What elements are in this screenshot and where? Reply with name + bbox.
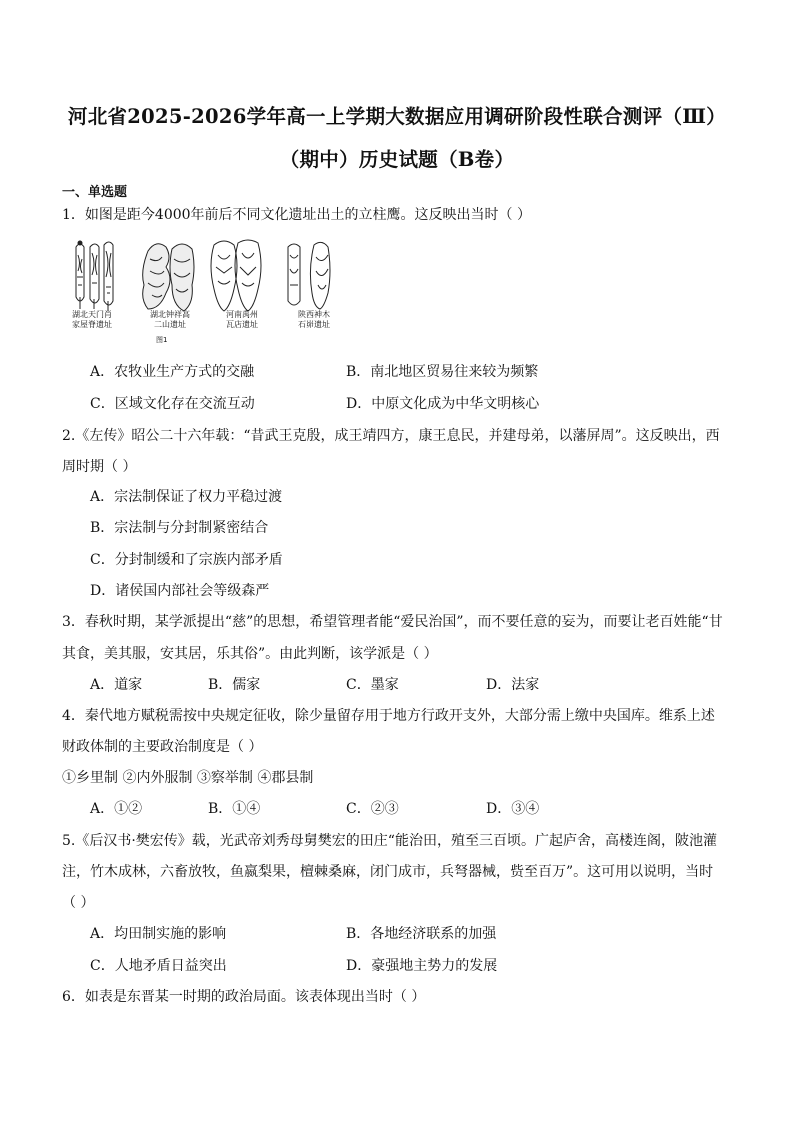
q5-option-d: D．豪强地主势力的发展 bbox=[346, 958, 498, 974]
q5-stem-line1: 5.《后汉书·樊宏传》载，光武帝刘秀母舅樊宏的田庄“能治田，殖至三百顷。广起庐舍，高楼连阁，陂池灌 bbox=[62, 833, 717, 849]
q3-stem-line2: 其食，美其服，安其居，乐其俗”。由此判断，该学派是（ ） bbox=[62, 646, 438, 662]
figure-caption-2: 湖北钟祥高 二山遗址 bbox=[150, 310, 190, 329]
figure-caption-4: 陕西神木 石峁遗址 bbox=[298, 310, 330, 329]
q4-stem-line2: 财政体制的主要政治制度是（ ） bbox=[62, 739, 263, 755]
q6-stem: 6．如表是东晋某一时期的政治局面。该表体现出当时（ ） bbox=[62, 989, 426, 1005]
exam-title-line1: 河北省2025-2026学年高一上学期大数据应用调研阶段性联合测评（Ⅲ） bbox=[67, 105, 727, 128]
q1-option-b: B．南北地区贸易往来较为频繁 bbox=[346, 364, 539, 380]
q1-figure bbox=[68, 237, 358, 345]
q1-option-c: C．区域文化存在交流互动 bbox=[90, 396, 255, 412]
q3-option-a: A．道家 bbox=[90, 677, 143, 693]
q5-stem-line3: （ ） bbox=[62, 895, 95, 911]
q5-option-c: C．人地矛盾日益突出 bbox=[90, 958, 227, 974]
q4-option-b: B．①④ bbox=[208, 801, 261, 817]
q1-option-a: A．农牧业生产方式的交融 bbox=[90, 364, 255, 380]
q2-option-b: B．宗法制与分封制紧密结合 bbox=[90, 520, 269, 536]
q4-option-a: A．①② bbox=[90, 801, 143, 817]
q2-option-c: C．分封制缓和了宗族内部矛盾 bbox=[90, 552, 283, 568]
figure-caption-1: 湖北天门肖 家屋脊遗址 bbox=[72, 310, 112, 329]
exam-title-line2: （期中）历史试题（B卷） bbox=[279, 148, 515, 171]
q3-option-d: D．法家 bbox=[486, 677, 540, 693]
q5-option-b: B．各地经济联系的加强 bbox=[346, 926, 497, 942]
q4-items: ①乡里制 ②内外服制 ③察举制 ④郡县制 bbox=[62, 770, 314, 786]
q2-option-a: A．宗法制保证了权力平稳过渡 bbox=[90, 489, 283, 505]
q3-option-c: C．墨家 bbox=[346, 677, 399, 693]
q2-stem-line2: 周时期（ ） bbox=[62, 459, 137, 475]
q3-stem-line1: 3．春秋时期，某学派提出“慈”的思想，希望管理者能“爱民治国”，而不要任意的妄为，而要让老百姓能“甘 bbox=[62, 614, 723, 630]
q2-stem-line1: 2.《左传》昭公二十六年载：“昔武王克殷，成王靖四方，康王息民，并建母弟，以藩屏周”。这反映出，西 bbox=[62, 428, 720, 444]
q5-stem-line2: 注，竹木成林，六畜放牧，鱼嬴梨果，檀棘桑麻，闭门成市，兵弩器械，赀至百万”。这可用以说明，当时 bbox=[62, 864, 714, 880]
q5-option-a: A．均田制实施的影响 bbox=[90, 926, 227, 942]
q3-option-b: B．儒家 bbox=[208, 677, 261, 693]
q1-stem: 1．如图是距今4000年前后不同文化遗址出土的立柱鹰。这反映出当时（ ） bbox=[62, 207, 531, 223]
figure-label: 图1 bbox=[156, 336, 168, 344]
q4-stem-line1: 4．秦代地方赋税需按中央规定征收，除少量留存用于地方行政开支外，大部分需上缴中央国库。维系上述 bbox=[62, 708, 715, 724]
section-heading: 一、单选题 bbox=[62, 185, 128, 200]
q1-option-d: D．中原文化成为中华文明核心 bbox=[346, 396, 540, 412]
q4-option-d: D．③④ bbox=[486, 801, 540, 817]
figure-caption-3: 河南禹州 瓦店遗址 bbox=[226, 310, 258, 329]
q2-option-d: D．诸侯国内部社会等级森严 bbox=[90, 583, 270, 599]
q4-option-c: C．②③ bbox=[346, 801, 399, 817]
